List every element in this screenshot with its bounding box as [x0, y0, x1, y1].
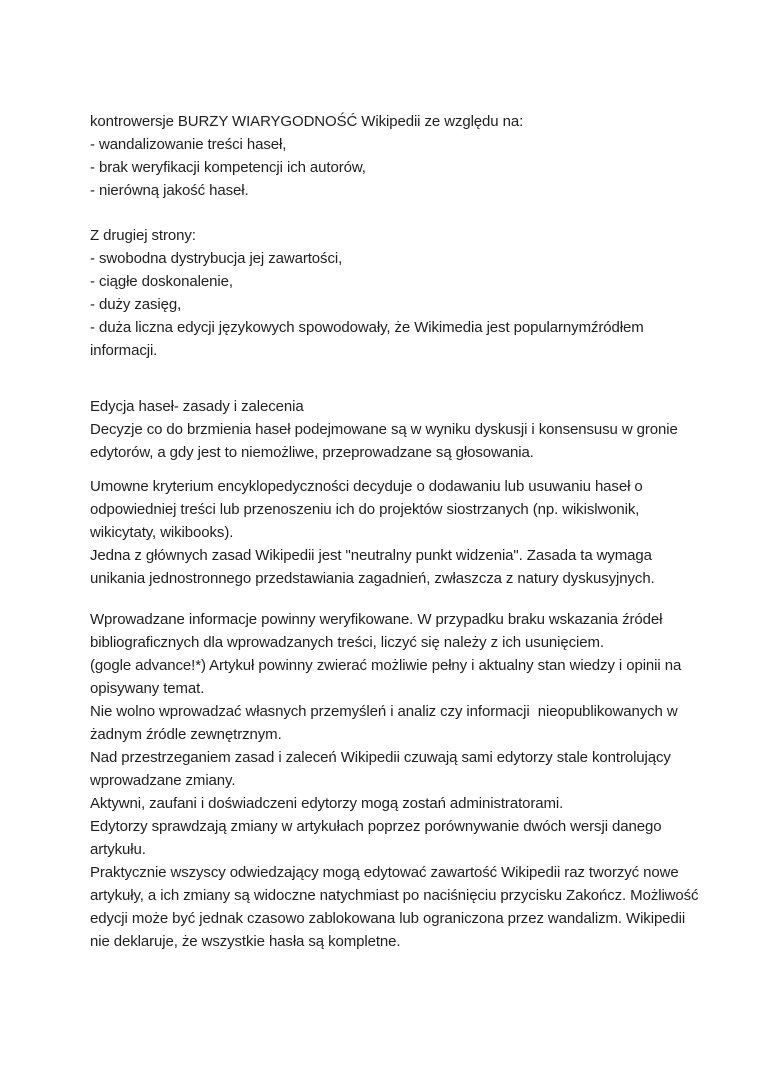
- text-line: wikicytaty, wikibooks).: [90, 524, 234, 541]
- text-line: nie deklaruje, że wszystkie hasła są kompletne.: [90, 933, 401, 950]
- text-line: informacji.: [90, 342, 158, 359]
- text-line: wprowadzane zmiany.: [90, 772, 236, 789]
- paragraph-editing-rules-heading: [90, 395, 730, 464]
- text-line: - duża liczna edycji językowych spowodowały, że Wikimedia jest popularnymźródłem: [90, 319, 644, 336]
- text-line: (gogle advance!*) Artykuł powinny zwierać możliwie pełny i aktualny stan wiedzy i opinii na: [90, 657, 682, 674]
- text-line: edycji może być jednak czasowo zablokowana lub ograniczona przez wandalizm. Wikipedii: [90, 910, 686, 927]
- text-line: artykuły, a ich zmiany są widoczne natychmiast po naciśnięciu przycisku Zakończ. Możliwość: [90, 887, 699, 904]
- text-line: artykułu.: [90, 841, 146, 858]
- text-line: Nad przestrzeganiem zasad i zaleceń Wikipedii czuwają sami edytorzy stale kontrolujący: [90, 749, 671, 766]
- text-line: Z drugiej strony:: [90, 227, 196, 244]
- text-line: Decyzje co do brzmienia haseł podejmowane są w wyniku dyskusji i konsensusu w gronie: [90, 421, 678, 438]
- text-line: Umowne kryterium encyklopedyczności decyduje o dodawaniu lub usuwaniu haseł o: [90, 478, 643, 495]
- text-line: - brak weryfikacji kompetencji ich autorów,: [90, 159, 366, 176]
- text-line: Nie wolno wprowadzać własnych przemyśleń i analiz czy informacji nieopublikowanych w: [90, 703, 678, 720]
- text-line: - duży zasięg,: [90, 296, 182, 313]
- text-line: opisywany temat.: [90, 680, 205, 697]
- text-line: Wprowadzane informacje powinny weryfikowane. W przypadku braku wskazania źródeł: [90, 611, 663, 628]
- text-line: Edytorzy sprawdzają zmiany w artykułach poprzez porównywanie dwóch wersji danego: [90, 818, 662, 835]
- paragraph-other-side-benefits: [90, 224, 730, 362]
- text-line: bibliograficznych dla wprowadzanych treści, liczyć się należy z ich usunięciem.: [90, 634, 604, 651]
- text-line: edytorów, a gdy jest to niemożliwe, przeprowadzane są głosowania.: [90, 444, 534, 461]
- text-line: odpowiedniej treści lub przenoszeniu ich do projektów siostrzanych (np. wikislwonik,: [90, 501, 640, 518]
- paragraph-verification-and-editors: [90, 608, 730, 953]
- text-line: Jedna z głównych zasad Wikipedii jest "neutralny punkt widzenia". Zasada ta wymaga: [90, 547, 652, 564]
- paragraph-encyclopedic-criteria: [90, 475, 730, 590]
- text-line: unikania jednostronnego przedstawiania zagadnień, zwłaszcza z natury dyskusyjnych.: [90, 570, 655, 587]
- text-line: - ciągłe doskonalenie,: [90, 273, 233, 290]
- document-content: [90, 110, 730, 953]
- text-line: Aktywni, zaufani i doświadczeni edytorzy mogą zostań administratorami.: [90, 795, 564, 812]
- text-line: kontrowersje BURZY WIARYGODNOŚĆ Wikipedii ze względu na:: [90, 113, 524, 130]
- text-line: - wandalizowanie treści haseł,: [90, 136, 287, 153]
- text-line: Praktycznie wszyscy odwiedzający mogą edytować zawartość Wikipedii raz tworzyć nowe: [90, 864, 679, 881]
- paragraph-wikipedia-controversy: [90, 110, 730, 202]
- text-line: Edycja haseł- zasady i zalecenia: [90, 398, 304, 415]
- text-line: - swobodna dystrybucja jej zawartości,: [90, 250, 343, 267]
- text-line: żadnym źródle zewnętrznym.: [90, 726, 282, 743]
- text-line: - nierówną jakość haseł.: [90, 182, 249, 199]
